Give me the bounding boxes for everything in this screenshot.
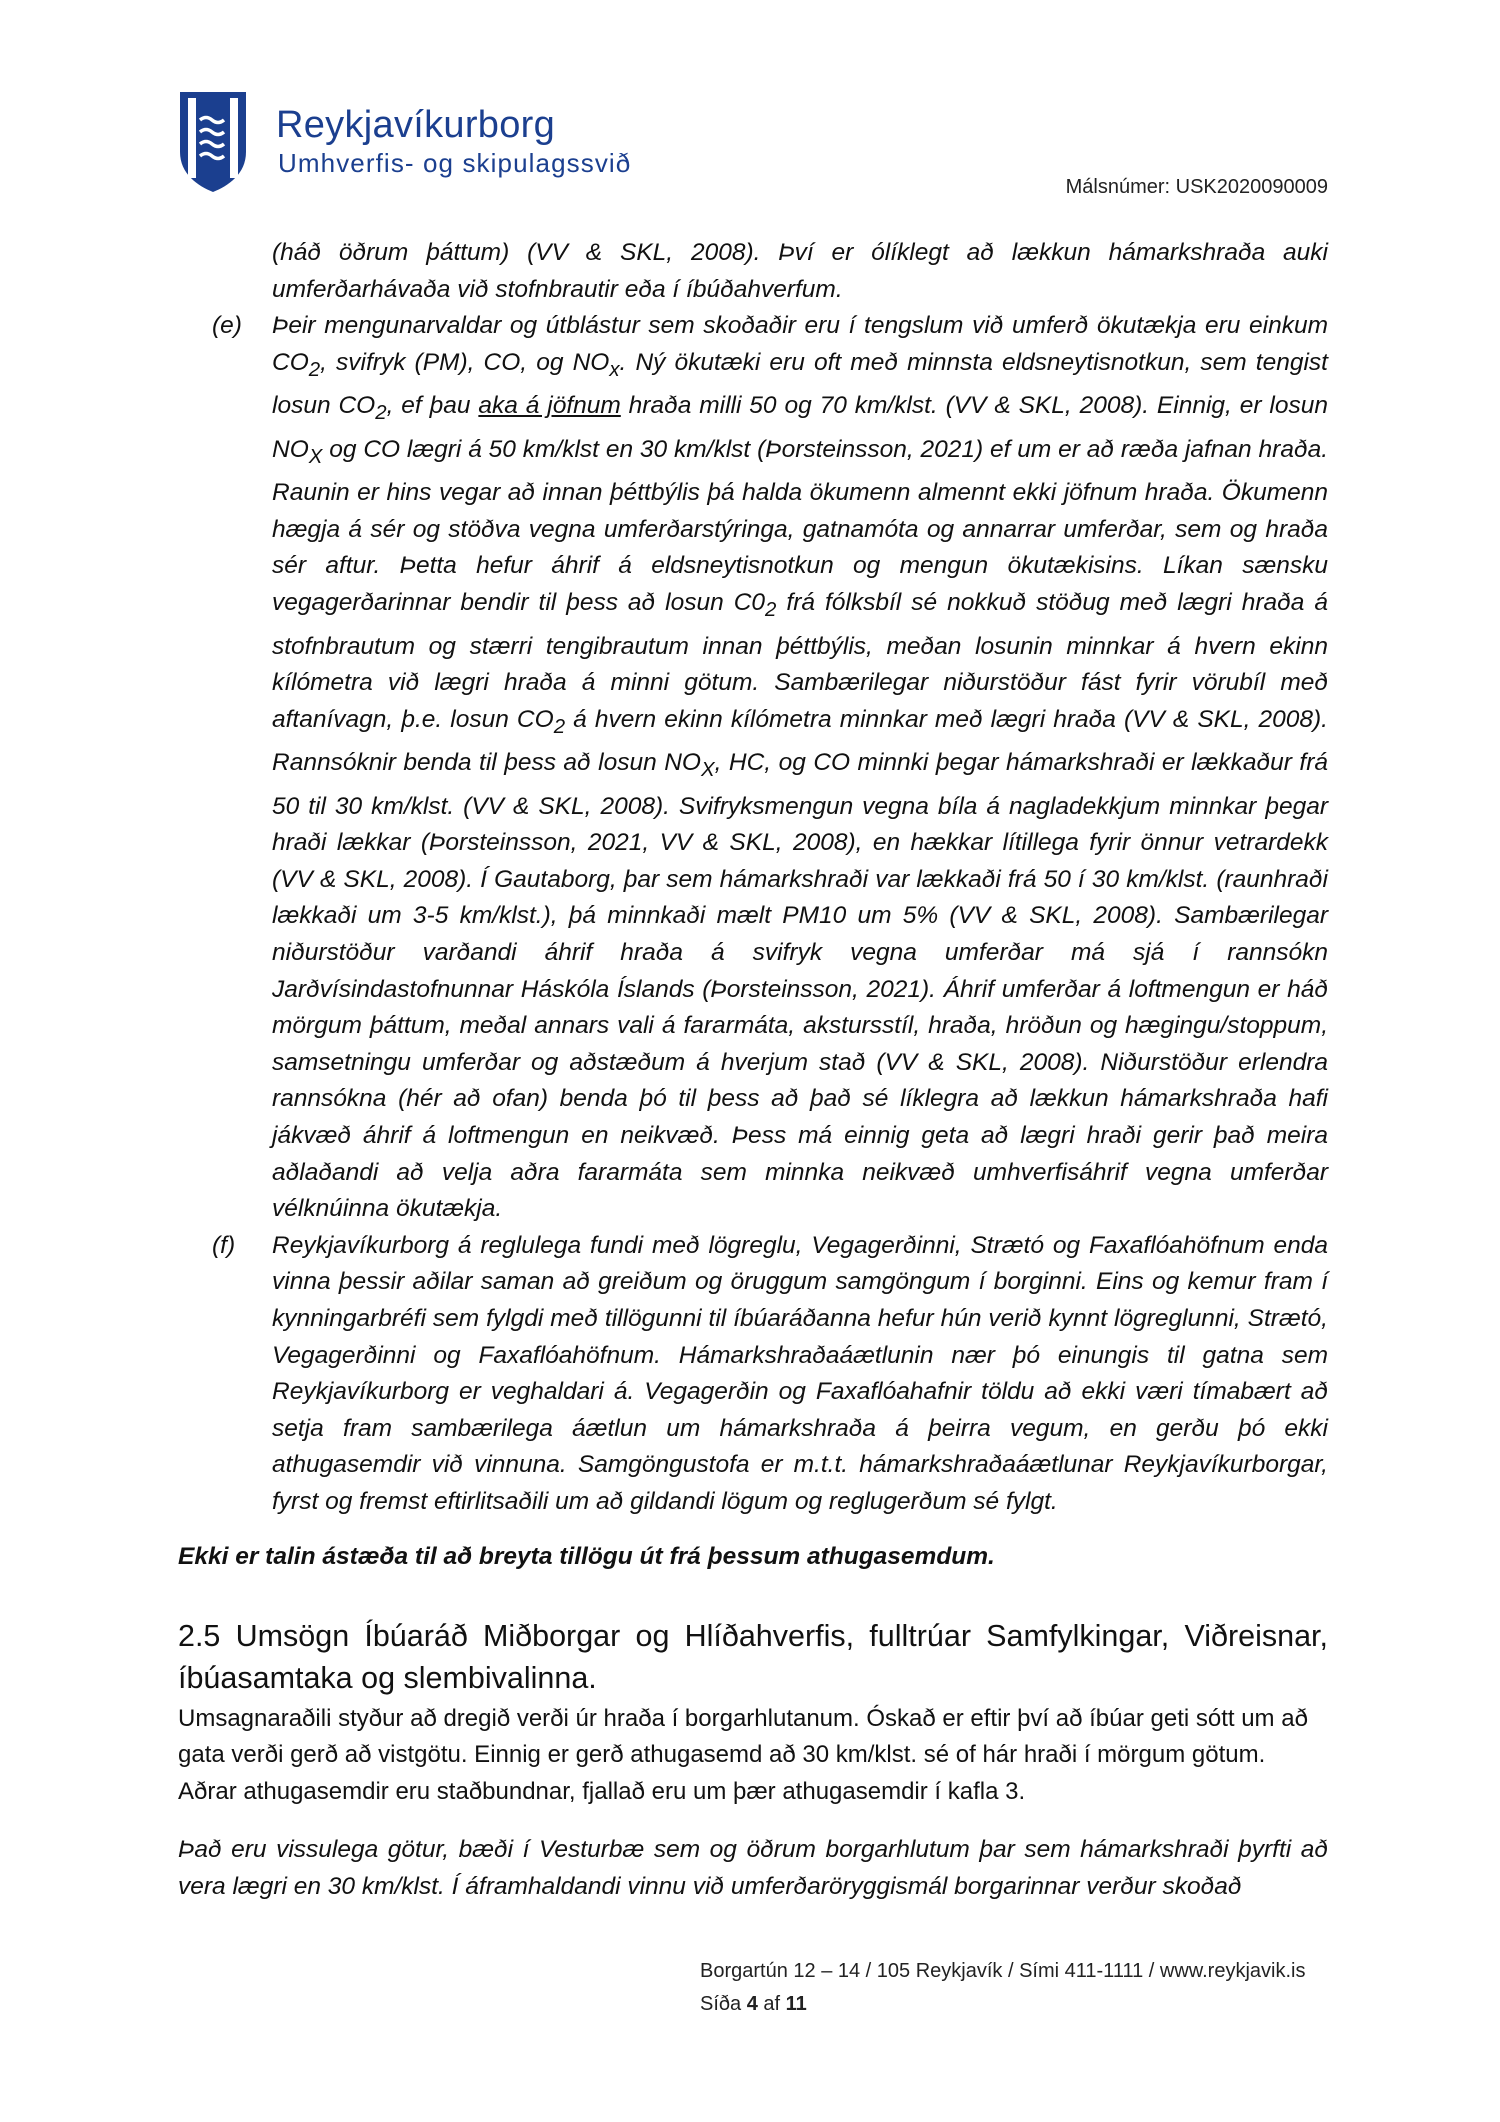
list-text-e: Þeir mengunarvaldar og útblástur sem skoðaðir eru í tengslum við umferð ökutækja eru einkum $CO_2$, svifryk (PM), CO, og $NO_x$. Ný ökutæki eru oft með minnsta eldsneytisnotkun, sem tengist losun $CO_2$, ef þau aka á jöfnum hraða milli 50 og 70 km/klst. (VV & SKL, 2008). Einnig, er losun $NO_X$ og CO lægri á 50 km/klst en 30 km/klst (Þorsteinsson, 2021) ef um er að ræða jafnan hraða. Raunin er hins vegar að innan þéttbýlis þá halda ökumenn almennt ekki jöfnum hraða. Ökumenn hægja á sér og stöðva vegna umferðarstýringa, gatnamóta og annarrar umferðar, sem og hraða sér aftur. Þetta hefur áhrif á eldsneytisnotkun og mengun ökutækisins. Líkan sænsku vegagerðarinnar bendir til þess að losun $C0_2$ frá fólksbíl sé nokkuð stöðug með lægri hraða á stofnbrautum og stærri tengibrautum innan þéttbýlis, meðan losunin minnkar á hvern ekinn kílómetra við lægri hraða á minni götum. Sambærilegar niðurstöður fást fyrir vörubíl með aftanívagn, þ.e. losun $CO_2$ á hvern ekinn kílómetra minnkar með lægri hraða (VV & SKL, 2008). Rannsóknir benda til þess að losun $NO_X$, HC, og CO minnki þegar hámarkshraði er lækkaður frá 50 til 30 km/klst. (VV & SKL, 2008). Svifryksmengun vegna bíla á nagladekkjum minnkar þegar hraði lækkar (Þorsteinsson, 2021, VV & SKL, 2008), en hækkar lítillega fyrir önnur vetrardekk (VV & SKL, 2008). Í Gautaborg, þar sem hámarkshraði var lækkaði frá 50 í 30 km/klst. (raunhraði lækkaði um 3-5 km/klst.), þá minnkaði mælt PM10 um 5% (VV & SKL, 2008). Sambærilegar niðurstöður varðandi áhrif hraða á svifryk vegna umferðar má sjá í rannsókn Jarðvísindastofnunnar Háskóla Íslands (Þorsteinsson, 2021). Áhrif umferðar á loftmengun er háð mörgum þáttum, meðal annars vali á fararmáta, akstursstíl, hraða, hröðun og hægingu/stoppum, samsetningu umferðar og aðstæðum á hverjum stað (VV & SKL, 2008). Niðurstöður erlendra rannsókna (hér að ofan) benda þó til þess að það sé líklegra að lækkun hámarkshraða hafi jákvæð áhrif á loftmengun en neikvæð. Þess má einnig geta að lægri hraði gerir það meira aðlaðandi að velja aðra fararmáta sem minnka neikvæð umhverfisáhrif vegna umferðar vélknúinna ökutækja. [272,312,1328,1223]
organization-name: Reykjavíkurborg [276,104,556,146]
reykjavik-shield-logo-icon [178,90,248,194]
footer-address: Borgartún 12 – 14 / 105 Reykjavík / Sími 411-1111 / www.reykjavik.is [700,1960,1306,1982]
response-paragraph: Það eru vissulega götur, bæði í Vesturbæ sem og öðrum borgarhlutum þar sem hámarkshraði þyrfti að vera lægri en 30 km/klst. Í áframhaldandi vinnu við umferðaröryggismál borgarinnar verður skoðað [178,1836,1328,1900]
continued-paragraph-d: (háð öðrum þáttum) (VV & SKL, 2008). Því er ólíklegt að lækkun hámarkshraða auki umferðarhávaða við stofnbrautir eða í íbúðahverfum. [272,239,1328,303]
section-body-paragraph: Umsagnaraðili styður að dregið verði úr hraða í borgarhlutanum. Óskað er eftir því að íbúar geti sótt um að gata verði gerð að vistgötu. Einnig er gerð athugasemd að 30 km/klst. sé of hár hraði í mörgum götum. Aðrar athugasemdir eru staðbundnar, fjallað eru um þær athugasemdir í kafla 3. [178,1704,1308,1805]
list-label-f: (f) [212,1231,236,1259]
case-number: Málsnúmer: USK2020090009 [1065,176,1328,198]
list-label-e: (e) [212,312,242,340]
document-body [178,235,1328,1906]
list-item-f [178,1228,1328,1521]
section-heading-2-5: 2.5 Umsögn Íbúaráð Miðborgar og Hlíðahverfis, fulltrúar Samfylkingar, Viðreisnar, íbúasamtaka og slembivalinna. [178,1618,1328,1695]
list-item-e [178,308,1328,1228]
underlined-phrase: aka á jöfnum [478,392,621,420]
list-text-f: Reykjavíkurborg á reglulega fundi með lögreglu, Vegagerðinni, Strætó og Faxaflóahöfnum enda vinna þessir aðilar saman að greiðum og öruggum samgöngum í borginni. Eins og kemur fram í kynningarbréfi sem fylgdi með tillögunni til íbúaráðanna hefur hún verið kynnt lögreglunni, Strætó, Vegagerðinni og Faxaflóahöfnum. Hámarkshraðaáætlunin nær þó einungis til gatna sem Reykjavíkurborg er veghaldari á. Vegagerðin og Faxaflóahafnir töldu að ekki væri tímabært að setja fram sambærilega áætlun um hámarkshraða á þeirra vegum, en gerðu þó ekki athugasemdir við vinnuna. Samgöngustofa er m.t.t. hámarkshraðaáætlunar Reykjavíkurborgar, fyrst og fremst eftirlitsaðili um að gildandi lögum og reglugerðum sé fylgt. [272,1231,1328,1515]
page-footer [700,1960,1305,2016]
organization-unit: Umhverfis- og skipulagssvið [278,148,632,178]
conclusion-statement: Ekki er talin ástæða til að breyta tillögu út frá þessum athugasemdum. [178,1542,995,1570]
page-header [178,88,1328,198]
page-number: Síða 4 af 11 [700,1993,807,2015]
